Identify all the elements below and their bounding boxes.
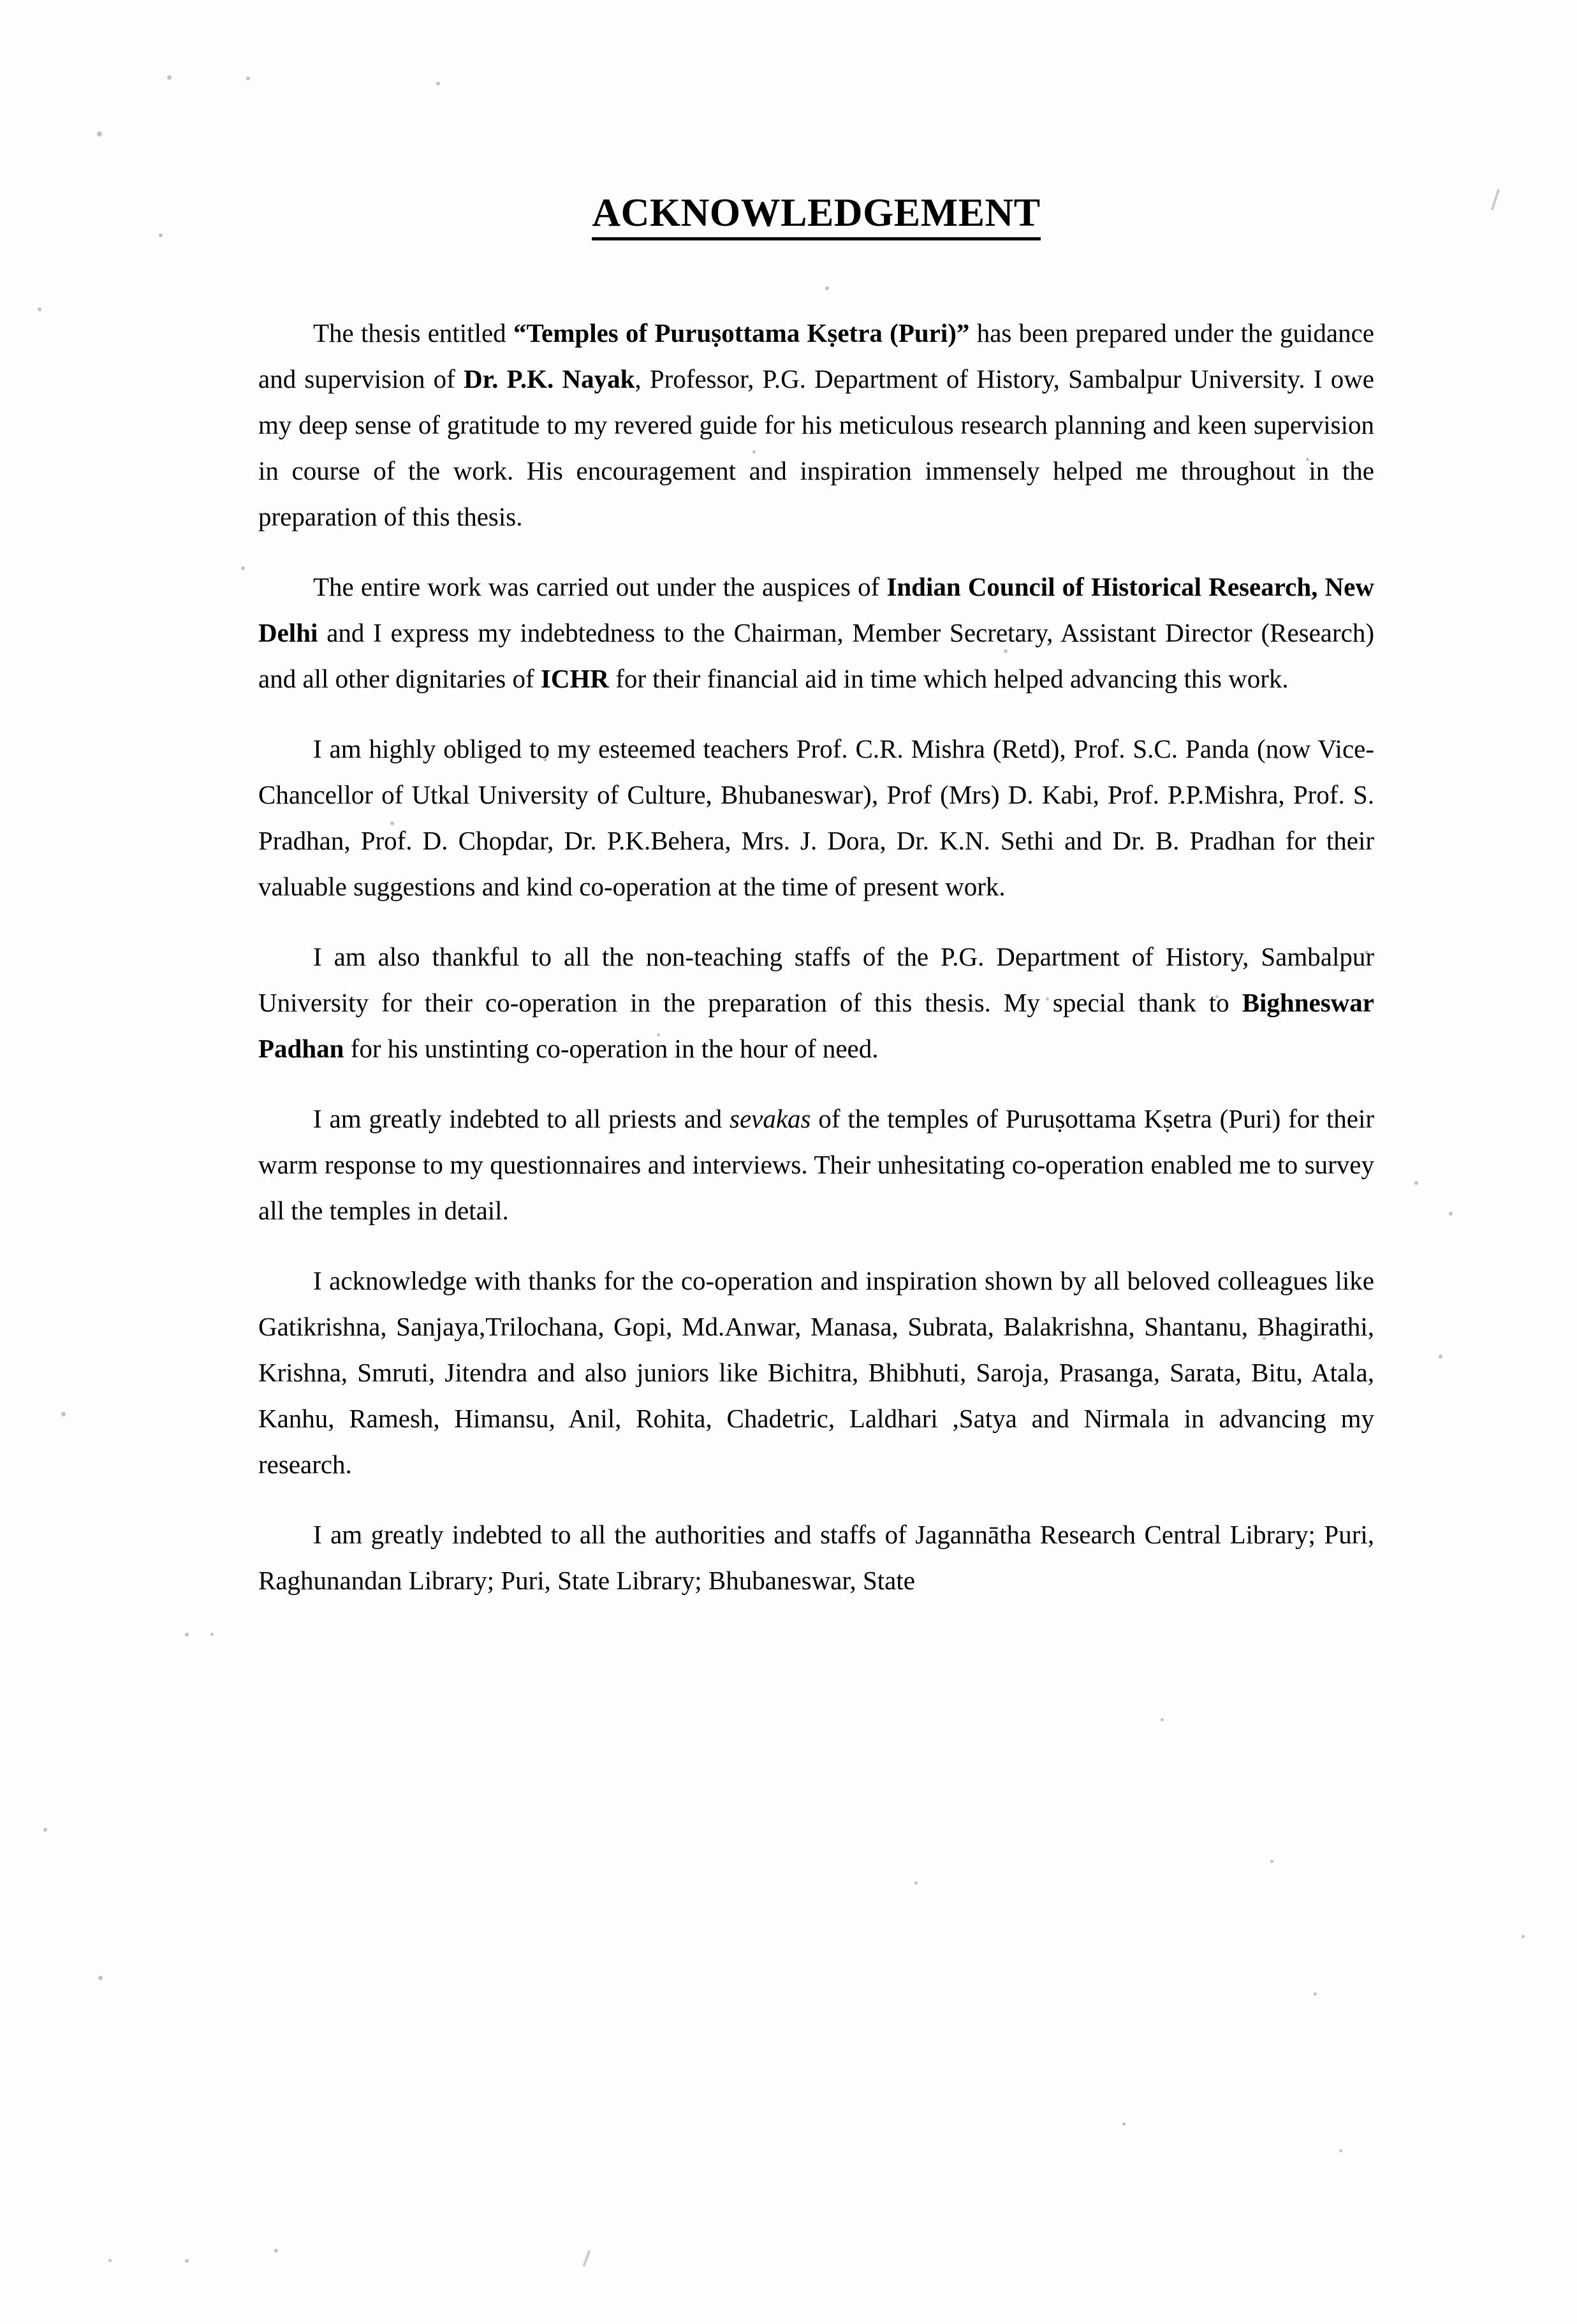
scan-speck — [185, 2259, 189, 2263]
paragraph-priests-sevakas — [258, 1096, 1374, 1233]
text-run: of the temples of Puruṣottama Kṣetra (Puri) for their warm response to my questionnaires and interviews. Their unhesitating co-operation enabled me to survey all the temples in detail. — [258, 1104, 1374, 1226]
scan-speck — [1161, 1718, 1164, 1721]
scan-speck — [1270, 1860, 1273, 1863]
text-run: I am also thankful to all the non-teaching staffs of the P.G. Department of History, Sambalpur University for their co-operation in the preparation of this thesis. My special thank to — [258, 942, 1374, 1018]
scan-speck — [167, 75, 172, 80]
scan-speck — [97, 131, 102, 136]
scan-speck — [210, 1633, 214, 1636]
scan-speck — [1449, 1212, 1453, 1216]
scan-speck — [1414, 1181, 1418, 1185]
text-run: , Professor, P.G. Department of History, Sambalpur University. I owe my deep sense of gratitude to my revered guide for his meticulous research planning and keen supervision in course of the work. His encouragement and inspiration immensely helped me throughout in the preparation of this thesis. — [258, 364, 1374, 532]
text-run: The thesis entitled — [313, 318, 513, 348]
paragraph-nonteaching-staff — [258, 934, 1374, 1071]
scan-speck — [1122, 2122, 1126, 2126]
text-run: and I express my indebtedness to the Chairman, Member Secretary, Assistant Director (Research) and all other dignitaries of — [258, 618, 1374, 694]
page-title-text: ACKNOWLEDGEMENT — [592, 191, 1040, 240]
scan-speck — [914, 1881, 918, 1885]
paragraph-colleagues — [258, 1258, 1374, 1487]
scan-speck — [98, 1976, 103, 1980]
emphasis-bold: ICHR — [540, 664, 609, 694]
paragraph-libraries — [258, 1511, 1374, 1603]
scan-speck — [1314, 1992, 1317, 1996]
page-title — [258, 0, 1374, 235]
text-run: I am highly obliged to my esteemed teachers Prof. C.R. Mishra (Retd), Prof. S.C. Panda (now Vice-Chancellor of Utkal University of Culture, Bhubaneswar), Prof (Mrs) D. Kabi, Prof. P.P.Mishra, Prof. S. Pradhan, Prof. D. Chopdar, Dr. P.K.Behera, Mrs. J. Dora, Dr. K.N. Sethi and Dr. B. Pradhan for their valuable suggestions and kind co-operation at the time of present work. — [258, 734, 1374, 902]
scan-speck — [43, 1828, 47, 1832]
text-run: The entire work was carried out under the auspices of — [313, 572, 887, 602]
scan-speck — [1339, 2149, 1342, 2152]
emphasis-italic: sevakas — [729, 1104, 811, 1134]
scan-streak — [1491, 189, 1500, 210]
scan-speck — [246, 77, 250, 80]
scan-speck — [159, 233, 163, 237]
document-body — [258, 0, 1374, 1603]
text-run: I acknowledge with thanks for the co-operation and inspiration shown by all beloved colleagues like Gatikrishna, Sanjaya,Trilochana, Gopi, Md.Anwar, Manasa, Subrata, Balakrishna, Shantanu, Bhagirathi, Krishna, Smruti, Jitendra and also juniors like Bichitra, Bhibhuti, Saroja, Prasanga, Sarata, Bitu, Atala, Kanhu, Ramesh, Himansu, Anil, Rohita, Chadetric, Laldhari ,Satya and Nirmala in advancing my research. — [258, 1266, 1374, 1480]
emphasis-bold: “Temples of Puruṣottama Kṣetra (Puri)” — [513, 318, 970, 348]
scan-speck — [241, 566, 245, 570]
scan-speck — [1522, 1935, 1525, 1938]
text-run: for his unstinting co-operation in the hour of need. — [344, 1034, 879, 1064]
scan-speck — [1439, 1355, 1442, 1358]
scan-speck — [38, 307, 41, 311]
scan-speck — [185, 1633, 189, 1636]
paragraph-teachers — [258, 726, 1374, 909]
scan-speck — [108, 2259, 112, 2262]
text-run: I am greatly indebted to all priests and — [313, 1104, 730, 1134]
paragraph-ichr — [258, 564, 1374, 702]
scan-speck — [61, 1412, 66, 1416]
scan-speck — [274, 2249, 278, 2253]
scan-streak — [583, 2250, 591, 2267]
text-run: for their financial aid in time which helped advancing this work. — [608, 664, 1289, 694]
text-run: has been prepared under the guidance and supervision of — [258, 318, 1374, 394]
emphasis-bold: Bighneswar Padhan — [258, 988, 1374, 1064]
text-run: I am greatly indebted to all the authorities and staffs of Jagannātha Research Central Library; Puri, Raghunandan Library; Puri, State Library; Bhubaneswar, State — [258, 1520, 1374, 1596]
paragraph-thesis-title — [258, 310, 1374, 540]
emphasis-bold: Dr. P.K. Nayak — [464, 364, 635, 394]
emphasis-bold: Indian Council of Historical Research, New Delhi — [258, 572, 1374, 648]
